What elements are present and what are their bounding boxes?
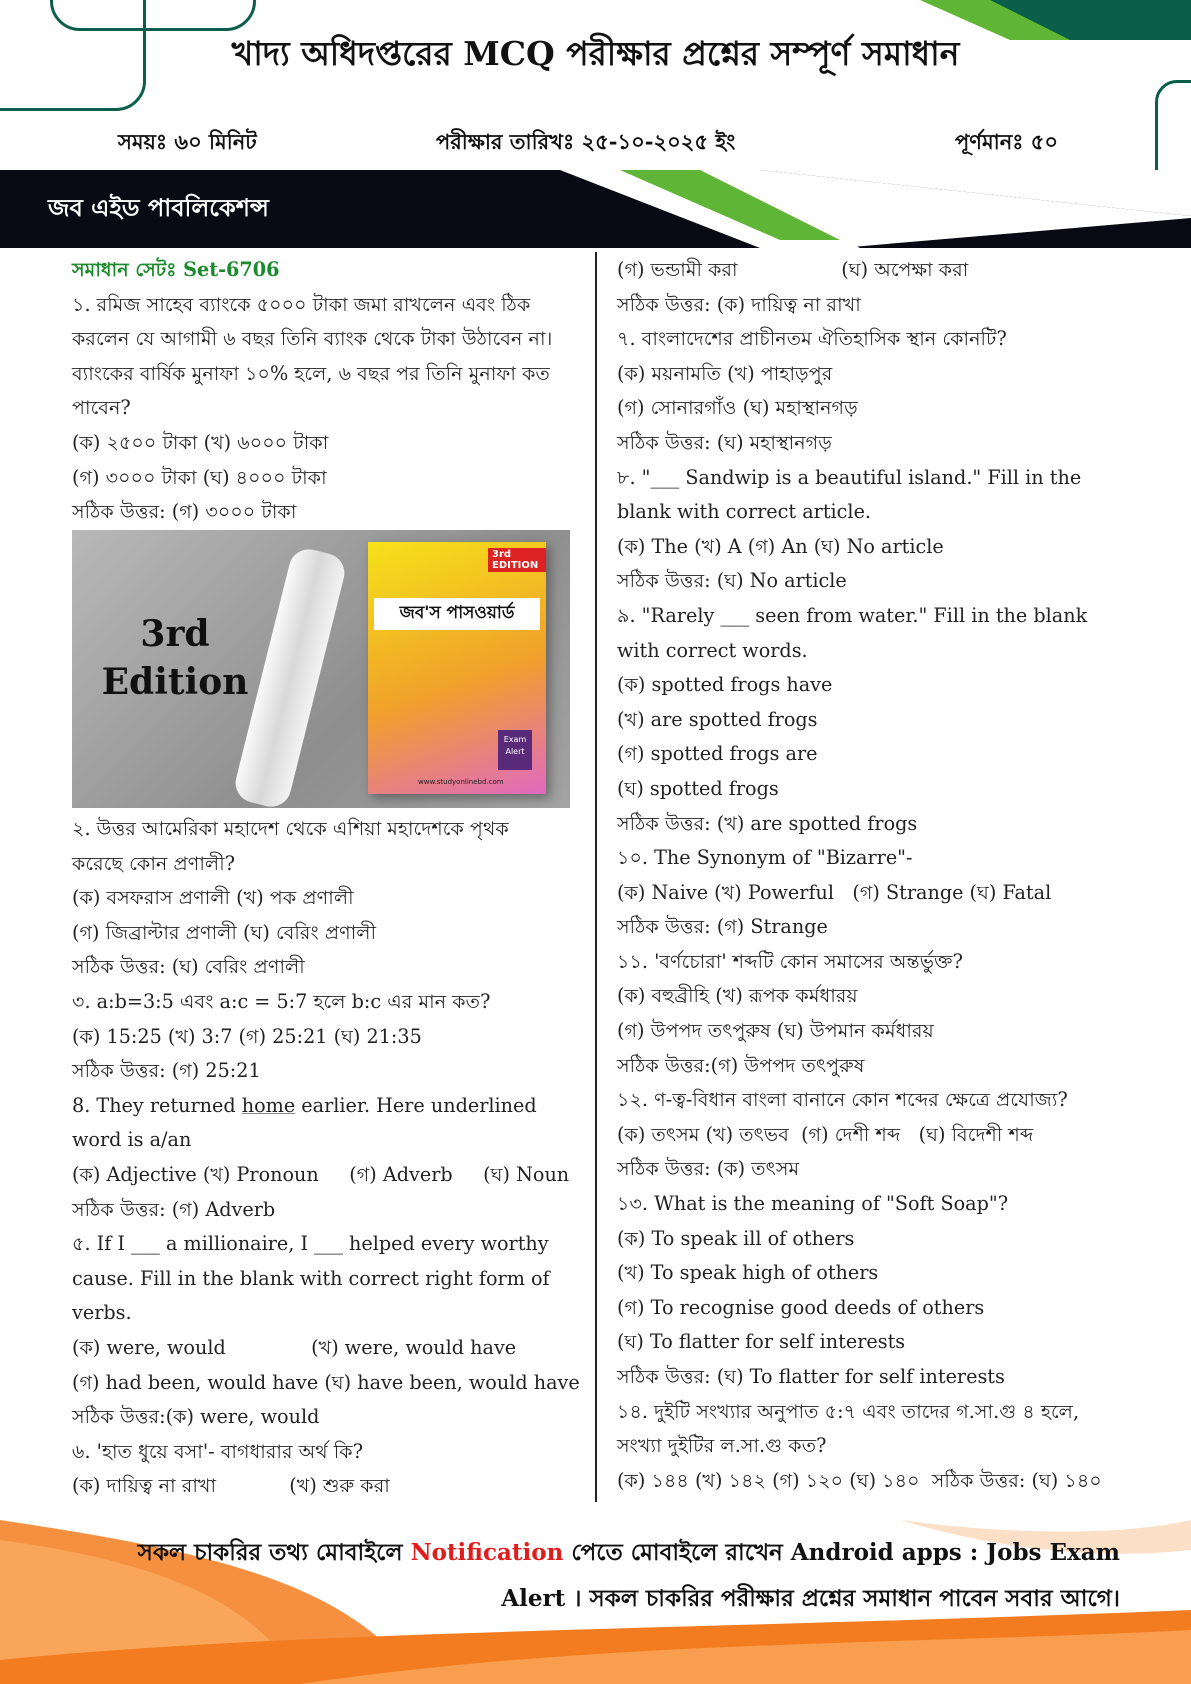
footer-pre: সকল চাকরির তথ্য মোবাইলে [137,1539,411,1566]
book-cover [368,542,546,794]
q14-options-answer: (ক) ১৪৪ (খ) ১৪২ (গ) ১২০ (ঘ) ১৪০ সঠিক উত্তর: (ঘ) ১৪০ [617,1468,1102,1492]
q12-options: (ক) তৎসম (খ) তৎভব (গ) দেশী শব্দ (ঘ) বিদেশী শব্দ [617,1122,1034,1146]
page-title: খাদ্য অধিদপ্তরের MCQ পরীক্ষার প্রশ্নের সম্পূর্ণ সমাধান [231,34,960,73]
q5-line-2: cause. Fill in the blank with correct right form of [72,1266,550,1290]
q1-options-1: (ক) ২৫০০ টাকা (খ) ৬০০০ টাকা [72,430,329,454]
q9-line-1: ৯. "Rarely ___ seen from water." Fill in the blank [617,603,1088,627]
q10-line: ১০. The Synonym of "Bizarre"- [617,846,913,870]
q6-answer: সঠিক উত্তর: (ক) দায়িত্ব না রাখা [617,292,861,316]
q6-options-2: (গ) ভন্ডামী করা (ঘ) অপেক্ষা করা [617,258,969,281]
q11-answer: সঠিক উত্তর:(গ) উপপদ তৎপুরুষ [617,1053,865,1077]
q8-answer: সঠিক উত্তর: (ঘ) No article [617,569,847,593]
full-marks: পূর্ণমানঃ ৫০ [955,129,1059,154]
q11-options-1: (ক) বহুব্রীহি (খ) রূপক কর্মধারয় [617,984,858,1008]
q2-options-2: (গ) জিব্রাল্টার প্রণালী (ঘ) বেরিং প্রণালী [72,920,377,944]
q13-option-b: (খ) To speak high of others [617,1261,879,1285]
exam-time: সময়ঃ ৬০ মিনিট [118,129,257,154]
q4-answer: সঠিক উত্তর: (গ) Adverb [72,1197,276,1221]
footer-notification-word: Notification [410,1539,564,1566]
q6-line: ৬. 'হাত ধুয়ে বসা'- বাগধারার অর্থ কি? [72,1439,363,1463]
q1-line-2: করলেন যে আগামী ৬ বছর তিনি ব্যাংক থেকে টাকা উঠাবেন না। [72,327,553,351]
q14-line-2: সংখ্যা দুইটির ল.সা.গু কত? [617,1434,827,1458]
q8-options: (ক) The (খ) A (গ) An (ঘ) No article [617,534,944,558]
q1-line-1: ১. রমিজ সাহেব ব্যাংকে ৫০০০ টাকা জমা রাখলেন এবং ঠিক [72,292,531,316]
q13-option-d: (ঘ) To flatter for self interests [617,1330,906,1354]
q5-line-3: verbs. [72,1301,132,1325]
edition-text: 3rd Edition [101,613,249,703]
q13-answer: সঠিক উত্তর: (ঘ) To flatter for self interests [617,1365,1005,1388]
footer-notice [0,1530,1120,1622]
book-title: জব'স পাসওয়ার্ড [374,598,540,630]
q4-post: earlier. Here underlined [295,1093,537,1117]
book-site: www.studyonlinebd.com [418,778,504,786]
q9-option-a: (ক) spotted frogs have [617,673,833,697]
footer-line-2: Alert । সকল চাকরির পরীক্ষার প্রশ্নের সমাধান পাবেন সবার আগে। [501,1585,1120,1612]
left-column-continued [72,812,582,1504]
q13-option-a: (ক) To speak ill of others [617,1226,855,1250]
q1-line-3: ব্যাংকের বার্ষিক মুনাফা ১০% হলে, ৬ বছর পর তিনি মুনাফা কত [72,361,550,385]
q3-answer: সঠিক উত্তর: (গ) 25:21 [72,1059,261,1083]
q1-line-4: পাবেন? [72,396,131,420]
book-edition-badge: 3rd EDITION [488,548,546,572]
q6-options-1: (ক) দায়িত্ব না রাখা (খ) শুরু করা [72,1474,390,1498]
q14-line-1: ১৪. দুইটি সংখ্যার অনুপাত ৫:৭ এবং তাদের গ.সা.গু ৪ হলে, [617,1399,1080,1423]
q9-option-b: (খ) are spotted frogs [617,707,818,731]
q5-line-1: ৫. If I ___ a millionaire, I ___ helped every worthy [72,1232,549,1256]
q5-answer: সঠিক উত্তর:(ক) were, would [72,1405,320,1429]
solution-set-label: সমাধান সেটঃ Set-6706 [72,258,280,281]
exam-alert-badge: Exam Alert [498,730,532,770]
left-column [72,253,582,530]
publisher-name: জব এইড পাবলিকেশন্স [48,193,269,222]
q10-options: (ক) Naive (খ) Powerful (গ) Strange (ঘ) Fatal [617,880,1052,904]
q9-option-c: (গ) spotted frogs are [617,742,818,766]
q12-line: ১২. ণ-ত্ব-বিধান বাংলা বানানে কোন শব্দের ক্ষেত্রে প্রযোজ্য? [617,1088,1068,1112]
q2-answer: সঠিক উত্তর: (ঘ) বেরিং প্রণালী [72,955,305,979]
q3-options: (ক) 15:25 (খ) 3:7 (গ) 25:21 (ঘ) 21:35 [72,1024,422,1048]
q1-answer: সঠিক উত্তর: (গ) ৩০০০ টাকা [72,500,297,524]
right-column [617,253,1157,1498]
footer-line-1 [0,1530,1120,1576]
q13-line: ১৩. What is the meaning of "Soft Soap"? [617,1192,1008,1216]
q7-answer: সঠিক উত্তর: (ঘ) মহাস্থানগড় [617,430,832,454]
q9-option-d: (ঘ) spotted frogs [617,776,779,800]
q9-answer: সঠিক উত্তর: (খ) are spotted frogs [617,811,918,835]
q13-option-c: (গ) To recognise good deeds of others [617,1295,985,1319]
q5-options-1: (ক) were, would (খ) were, would have [72,1335,517,1359]
book-advertisement [72,530,570,808]
q2-line-1: ২. উত্তর আমেরিকা মহাদেশ থেকে এশিয়া মহাদেশকে পৃথক [72,817,509,840]
q7-options-1: (ক) ময়নামতি (খ) পাহাড়পুর [617,361,833,385]
footer-post: পেতে মোবাইলে রাখেন Android apps : Jobs Exam [563,1539,1120,1566]
q7-line: ৭. বাংলাদেশের প্রাচীনতম ঐতিহাসিক স্থান কোনটি? [617,327,1007,351]
q8-line-2: blank with correct article. [617,500,872,524]
q2-options-1: (ক) বসফরাস প্রণালী (খ) পক প্রণালী [72,886,354,910]
q4-line-2: word is a/an [72,1128,192,1152]
q4-line-1 [72,1089,582,1124]
q4-options: (ক) Adjective (খ) Pronoun (গ) Adverb (ঘ) Noun [72,1162,570,1186]
q9-line-2: with correct words. [617,638,808,662]
corner-frame-left-inner [50,0,256,31]
q4-underlined-word: home [241,1093,296,1117]
q1-options-2: (গ) ৩০০০ টাকা (ঘ) ৪০০০ টাকা [72,465,327,489]
q7-options-2: (গ) সোনারগাঁও (ঘ) মহাস্থানগড় [617,396,858,420]
column-divider [595,252,597,1502]
q2-line-2: করেছে কোন প্রণালী? [72,851,236,875]
q12-answer: সঠিক উত্তর: (ক) তৎসম [617,1157,800,1181]
q5-options-2: (গ) had been, would have (ঘ) have been, would have [72,1370,580,1394]
exam-date: পরীক্ষার তারিখঃ ২৫-১০-২০২৫ ইং [436,129,736,154]
q10-answer: সঠিক উত্তর: (গ) Strange [617,915,828,939]
q11-line: ১১. 'বর্ণচোরা' শব্দটি কোন সমাসের অন্তর্ভুক্ত? [617,949,963,973]
q4-pre: 8. They returned [72,1093,242,1117]
q8-line-1: ৮. "___ Sandwip is a beautiful island." Fill in the [617,465,1082,489]
q11-options-2: (গ) উপপদ তৎপুরুষ (ঘ) উপমান কর্মধারয় [617,1019,934,1043]
q3-line: ৩. a:b=3:5 এবং a:c = 5:7 হলে b:c এর মান কত? [72,989,491,1013]
